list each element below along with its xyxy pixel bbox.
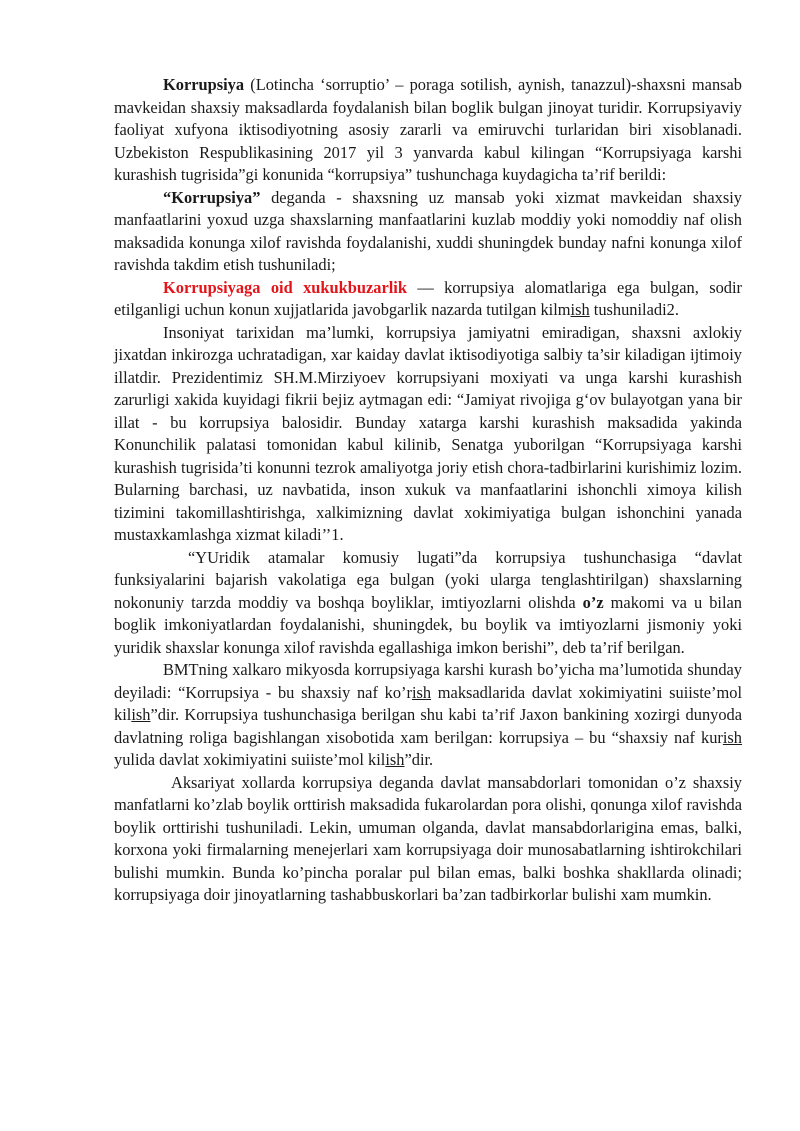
paragraph-text: Insoniyat tarixidan ma’lumki, korrupsiya jamiyatni emiradigan, shaxsni axlokiy jixatdan inkirozga uchratadigan, xar kaiday davlat iktisodiyotiga salbiy ta’sir kiladigan ijtimoiy illatdir. Prezidentimiz SH.M.Mirziyoev korrupsiyani moxiyati va unga karshi kurashish zarurligi xakida kuyidagi fikrii bejiz aytmagan edi: “Jamiyat rivojiga g‘ov bulayotgan yana bir illat - bu korrupsiya balosidir. Bunday xatarga karshi kurashish maksadida yakinda Konunchilik palatasi tomonidan kabul kilinib, Senatga yuborilgan “Korrupsiyaga karshi kurashish tugrisida’ti konunni tezrok amaliyotga joriy etish chora-tadbirlarini kurishimiz lozim. Bularning barchasi, uz navbatida, inson xukuk va manfaatlarini ishonchli ximoya kilish tizimini takomillashtirishga, xalkimizning davlat xokimiyatiga bulgan ishonchini yanada mustaxkamlashga xizmat kiladi’’1. [114, 322, 742, 544]
paragraph-text: maksadlarida davlat xokimiyatini suiiste’mol kil [114, 682, 742, 724]
paragraph-text: BMTning xalkaro mikyosda korrupsiyaga karshi kurash bo’yicha ma’lumotida shunday deyiladi: “Korrupsiya - bu shaxsiy naf ko’r [114, 660, 742, 702]
paragraph-un-definition [114, 659, 742, 772]
underlined-fragment: ish [411, 682, 432, 702]
underlined-fragment: ish [131, 705, 151, 724]
paragraph-text: ”dir. Korrupsiya tushunchasiga berilgan shu kabi ta’rif Jaxon bankining xozirgi dunyoda davlatning roliga bagishlangan xisobotida xam berilgan: korrupsiya – bu “shaxsiy naf kur [114, 705, 742, 747]
paragraph-common-understanding [114, 772, 742, 907]
term-korrupsiya: Korrupsiya [163, 75, 245, 94]
underlined-fragment: ish [570, 300, 590, 319]
paragraph-text: ”dir. [404, 750, 434, 769]
paragraph-text: yulida davlat xokimiyatini suiiste’mol kil [114, 750, 386, 769]
bold-fragment: o’z [582, 592, 604, 612]
paragraph-korrupsiya-definition [114, 74, 742, 187]
document-page [114, 74, 742, 907]
paragraph-legal-dictionary [114, 547, 742, 660]
paragraph-offense-definition [114, 277, 742, 322]
paragraph-text: — korrupsiya alomatlariga ega bulgan, sodir etilganligi uchun konun xujjatlarida javobgarlik nazarda tutilgan kilm [114, 277, 742, 319]
underlined-fragment: ish [722, 727, 742, 747]
term-korrupsiyaga-oid-xukukbuzarlik: Korrupsiyaga oid xukukbuzarlik [163, 277, 407, 297]
paragraph-text: makomi va u bilan boglik imkoniyatlardan foydalanishi, shuningdek, bu boylik va imtiyozlarni jismoniy yoki yuridik shaxslar konunga xilof ravishda egallashiga imkon berishi”, deb ta’rif berilgan. [114, 592, 742, 657]
paragraph-text: “YUridik atamalar komusiy lugati”da korrupsiya tushunchasiga “davlat funksiyalarini bajarish vakolatiga ega bulgan (yoki ularga tenglashtirilgan) shaxslarning nokonuniy tarzda moddiy va boshqa boyliklar, imtiyozlarni olishda [114, 547, 742, 612]
paragraph-legal-definition [114, 187, 742, 277]
paragraph-text: tushuniladi2. [589, 300, 679, 319]
underlined-fragment: ish [385, 750, 405, 769]
paragraph-text: (Lotincha ‘sorruptio’ – poraga sotilish, aynish, tanazzul)-shaxsni mansab mavkeidan shaxsiy maksadlarda foydalanish bilan boglik bulgan jinoyat turidir. Korrupsiyaviy faoliyat xufyona iktisodiyotning asosiy zararli va emiruvchi turlaridan biri xisoblanadi. Uzbekiston Respublikasining 2017 yil 3 yanvarda kabul kilingan “Korrupsiyaga karshi kurashish tugrisida”gi konunida “korrupsiya” tushunchaga kuydagicha ta’rif berildi: [114, 75, 742, 184]
paragraph-text: Aksariyat xollarda korrupsiya deganda davlat mansabdorlari tomonidan o’z shaxsiy manfatlarni ko’zlab boylik orttirish maksadida fukarolardan pora olishi, qonunga xilof ravishda boylik orttirishi tushuniladi. Lekin, umuman olganda, davlat mansabdorlarigina emas, balki, korxona yoki firmalarning menejerlari xam korrupsiyaga doir munosabatlarning ishtirokchilari bulishi mumkin. Bunda ko’pincha poralar pul bilan emas, balki boshka shakllarda olinadi; korrupsiyaga doir jinoyatlarning tashabbuskorlari ba’zan tadbirkorlar bulishi xam mumkin. [114, 772, 742, 904]
paragraph-history [114, 322, 742, 547]
term-korrupsiya-quoted: “Korrupsiya” [163, 187, 261, 207]
paragraph-text: deganda - shaxsning uz mansab yoki xizmat mavkeidan shaxsiy manfaatlarini yoxud uzga shaxslarning manfaatlarini kuzlab moddiy yoki nomoddiy naf olish maksadida konunga xilof ravishda foydalanishi, xuddi shuningdek bunday nafni konunga xilof ravishda takdim etish tushuniladi; [114, 187, 742, 274]
